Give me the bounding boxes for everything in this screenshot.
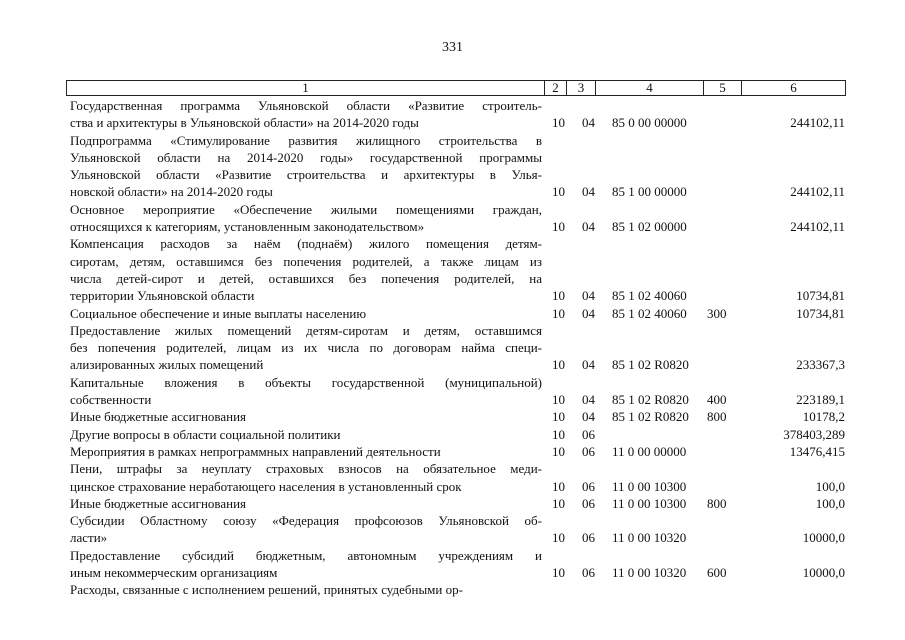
table-row — [0, 322, 905, 374]
description-line: ласти» — [70, 530, 108, 546]
description-line: Мероприятия в рамках непрограммных направлений деятельности — [70, 443, 441, 459]
expense-type-code: 300 — [707, 305, 727, 321]
section-code: 10 — [552, 443, 565, 459]
description-line: Другие вопросы в области социальной политики — [70, 426, 341, 442]
section-code: 10 — [552, 115, 565, 131]
row-description — [70, 97, 542, 132]
row-description — [70, 322, 542, 374]
target-article-code: 85 1 02 40060 — [612, 288, 687, 304]
target-article-code: 11 0 00 00000 — [612, 443, 687, 459]
target-article-code: 85 1 02 40060 — [612, 305, 687, 321]
description-line: Иные бюджетные ассигнования — [70, 409, 247, 425]
description-line: цинское страхование неработающего населения в установленный срок — [70, 478, 462, 494]
expense-type-code: 800 — [707, 495, 727, 511]
table-row — [0, 235, 905, 304]
section-code: 10 — [552, 478, 565, 494]
description-line: Расходы, связанные с исполнением решений, принятых судебными ор- — [70, 582, 463, 598]
description-line: Социальное обеспечение и иные выплаты населению — [70, 305, 367, 321]
subsection-code: 04 — [582, 357, 595, 373]
table-header — [66, 80, 846, 96]
subsection-code: 04 — [582, 409, 595, 425]
subsection-code: 04 — [582, 184, 595, 200]
table-row — [0, 374, 905, 409]
expense-type-code: 800 — [707, 409, 727, 425]
target-article-code: 85 1 02 00000 — [612, 219, 687, 235]
header-col-3: 3 — [566, 80, 596, 96]
table-row — [0, 547, 905, 582]
description-line: без попечения родителей, лицам из их числа по договорам найма специ- — [70, 340, 542, 356]
amount: 10734,81 — [796, 288, 845, 304]
subsection-code: 06 — [582, 426, 595, 442]
description-line: Ульяновской области на 2014-2020 годы» государственной программы — [70, 149, 542, 165]
amount: 10000,0 — [802, 565, 845, 581]
header-col-1: 1 — [66, 80, 545, 96]
table-body — [0, 97, 905, 599]
section-code: 10 — [552, 184, 565, 200]
target-article-code: 85 1 02 R0820 — [612, 357, 689, 373]
description-line: Компенсация расходов за наём (поднаём) жилого помещения детям- — [70, 236, 542, 252]
row-description — [70, 305, 542, 322]
header-col-2: 2 — [544, 80, 567, 96]
description-line: ализированных жилых помещений — [70, 357, 264, 373]
amount: 233367,3 — [796, 357, 845, 373]
row-description — [70, 408, 542, 425]
row-description — [70, 495, 542, 512]
target-article-code: 85 1 02 R0820 — [612, 409, 689, 425]
description-line: Иные бюджетные ассигнования — [70, 495, 247, 511]
header-col-6: 6 — [741, 80, 846, 96]
amount: 223189,1 — [796, 392, 845, 408]
row-description — [70, 460, 542, 495]
amount: 10000,0 — [802, 530, 845, 546]
table-row — [0, 460, 905, 495]
subsection-code: 06 — [582, 495, 595, 511]
row-description — [70, 201, 542, 236]
target-article-code: 85 1 02 R0820 — [612, 392, 689, 408]
section-code: 10 — [552, 530, 565, 546]
description-line: Капитальные вложения в объекты государственной (муниципальной) — [70, 374, 542, 390]
section-code: 10 — [552, 495, 565, 511]
subsection-code: 06 — [582, 443, 595, 459]
subsection-code: 06 — [582, 478, 595, 494]
table-row — [0, 495, 905, 512]
header-col-4: 4 — [595, 80, 704, 96]
description-line: числа детей-сирот и детей, оставшихся без попечения родителей, на — [70, 270, 542, 286]
amount: 10178,2 — [802, 409, 845, 425]
description-line: Ульяновской области «Развитие строительства и архитектуры в Улья- — [70, 167, 542, 183]
description-line: ства и архитектуры в Ульяновской области» на 2014-2020 годы — [70, 115, 419, 131]
header-col-5: 5 — [703, 80, 742, 96]
description-line: новской области» на 2014-2020 годы — [70, 184, 273, 200]
section-code: 10 — [552, 288, 565, 304]
table-row — [0, 201, 905, 236]
amount: 10734,81 — [796, 305, 845, 321]
amount: 244102,11 — [790, 115, 845, 131]
table-row — [0, 512, 905, 547]
row-description — [70, 132, 542, 201]
target-article-code: 85 0 00 00000 — [612, 115, 687, 131]
subsection-code: 06 — [582, 530, 595, 546]
amount: 244102,11 — [790, 219, 845, 235]
section-code: 10 — [552, 357, 565, 373]
subsection-code: 04 — [582, 115, 595, 131]
row-description — [70, 426, 542, 443]
target-article-code: 11 0 00 10300 — [612, 478, 687, 494]
subsection-code: 04 — [582, 305, 595, 321]
amount: 13476,415 — [789, 443, 845, 459]
expense-type-code: 600 — [707, 565, 727, 581]
section-code: 10 — [552, 565, 565, 581]
target-article-code: 11 0 00 10320 — [612, 530, 687, 546]
amount: 244102,11 — [790, 184, 845, 200]
row-description — [70, 374, 542, 409]
description-line: сиротам, детям, оставшимся без попечения родителей, а также лицам из — [70, 253, 542, 269]
section-code: 10 — [552, 392, 565, 408]
section-code: 10 — [552, 426, 565, 442]
amount: 100,0 — [815, 495, 845, 511]
amount: 100,0 — [815, 478, 845, 494]
row-description — [70, 581, 542, 598]
section-code: 10 — [552, 305, 565, 321]
table-row — [0, 408, 905, 425]
description-line: Государственная программа Ульяновской области «Развитие строитель- — [70, 98, 542, 113]
description-line: территории Ульяновской области — [70, 288, 255, 304]
target-article-code: 11 0 00 10320 — [612, 565, 687, 581]
row-description — [70, 443, 542, 460]
subsection-code: 06 — [582, 565, 595, 581]
subsection-code: 04 — [582, 288, 595, 304]
expense-type-code: 400 — [707, 392, 727, 408]
table-row — [0, 426, 905, 443]
target-article-code: 11 0 00 10300 — [612, 495, 687, 511]
section-code: 10 — [552, 219, 565, 235]
row-description — [70, 512, 542, 547]
amount: 378403,289 — [783, 426, 845, 442]
table-row — [0, 97, 905, 132]
description-line: Предоставление субсидий бюджетным, автономным учреждениям и — [70, 547, 542, 563]
table-row — [0, 132, 905, 201]
description-line: иным некоммерческим организациям — [70, 565, 278, 581]
row-description — [70, 235, 542, 304]
subsection-code: 04 — [582, 392, 595, 408]
description-line: Предоставление жилых помещений детям-сиротам и детям, оставшимся — [70, 322, 542, 338]
description-line: Субсидии Областному союзу «Федерация профсоюзов Ульяновской об- — [70, 513, 542, 529]
table-row — [0, 305, 905, 322]
description-line: относящихся к категориям, установленным законодательством» — [70, 219, 425, 235]
target-article-code: 85 1 00 00000 — [612, 184, 687, 200]
row-description — [70, 547, 542, 582]
page-number: 331 — [442, 40, 463, 55]
table-row — [0, 443, 905, 460]
subsection-code: 04 — [582, 219, 595, 235]
description-line: Подпрограмма «Стимулирование развития жилищного строительства в — [70, 132, 542, 148]
table-row — [0, 581, 905, 598]
description-line: собственности — [70, 392, 152, 408]
description-line: Пени, штрафы за неуплату страховых взносов на обязательное меди- — [70, 461, 542, 477]
description-line: Основное мероприятие «Обеспечение жилыми помещениями граждан, — [70, 201, 542, 217]
section-code: 10 — [552, 409, 565, 425]
